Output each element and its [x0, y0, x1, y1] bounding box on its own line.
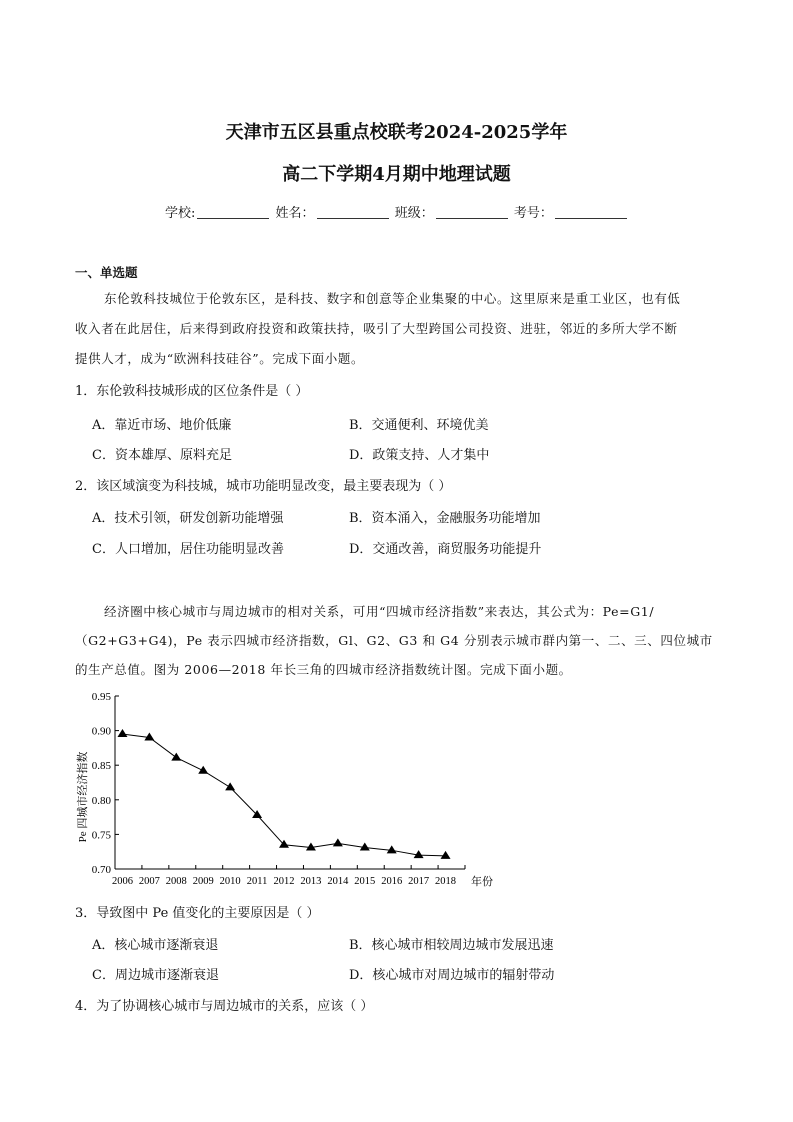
- q3-option-a[interactable]: A．核心城市逐渐衰退: [92, 938, 219, 953]
- data-point-marker: [441, 851, 451, 859]
- y-tick-label: 0.90: [91, 725, 111, 738]
- q1-option-c[interactable]: C．资本雄厚、原料充足: [92, 448, 232, 463]
- q3-stem: 3．导致图中 Pe 值变化的主要原因是（ ）: [75, 906, 320, 921]
- q4-stem: 4．为了协调核心城市与周边城市的关系，应该（ ）: [75, 999, 374, 1014]
- passage2-line: 经济圈中核心城市与周边城市的相对关系，可用“四城市经济指数”来表达，其公式为：Pe=G1/: [104, 604, 655, 619]
- q2-stem: 2．该区域演变为科技城，城市功能明显改变，最主要表现为（ ）: [75, 479, 452, 494]
- q2-option-c[interactable]: C．人口增加，居住功能明显改善: [92, 542, 284, 557]
- x-tick-label: 2015: [354, 876, 376, 887]
- student-info: [165, 202, 629, 221]
- class-field[interactable]: [436, 218, 508, 219]
- q2-option-b[interactable]: B．资本涌入，金融服务功能增加: [349, 511, 541, 526]
- name-field[interactable]: [317, 218, 389, 219]
- x-tick-label: 2008: [165, 876, 187, 887]
- q1-option-a[interactable]: A．靠近市场、地价低廉: [92, 418, 232, 433]
- q1-stem: 1．东伦敦科技城形成的区位条件是（ ）: [75, 384, 309, 399]
- q3-option-c[interactable]: C．周边城市逐渐衰退: [92, 968, 219, 983]
- y-tick-label: 0.95: [91, 691, 111, 703]
- q2-option-a[interactable]: A．技术引领，研发创新功能增强: [92, 511, 284, 526]
- x-tick-label: 2010: [219, 876, 241, 887]
- x-tick-label: 2006: [111, 876, 133, 887]
- passage1-line: 东伦敦科技城位于伦敦东区，是科技、数字和创意等企业集聚的中心。这里原来是重工业区，也有低: [104, 291, 681, 306]
- exam-no-label: 考号：: [513, 206, 553, 221]
- x-tick-label: 2017: [408, 876, 430, 887]
- name-label: 姓名：: [275, 206, 315, 221]
- school-label: 学校:: [165, 206, 196, 221]
- x-tick-label: 2013: [300, 876, 322, 887]
- q3-option-d[interactable]: D．核心城市对周边城市的辐射带动: [349, 968, 555, 983]
- data-point-marker: [144, 733, 154, 741]
- x-tick-label: 2009: [192, 876, 214, 887]
- title-line-2: 高二下学期4月期中地理试题: [282, 164, 511, 185]
- data-point-marker: [225, 782, 235, 790]
- x-axis-label: 年份: [471, 876, 493, 888]
- x-tick-label: 2014: [327, 876, 349, 887]
- data-point-marker: [333, 838, 343, 846]
- data-point-marker: [171, 753, 181, 761]
- q1-option-d[interactable]: D．政策支持、人才集中: [349, 448, 490, 463]
- x-tick-label: 2007: [138, 876, 160, 887]
- data-point-marker: [198, 766, 208, 774]
- x-tick-label: 2016: [381, 876, 403, 887]
- x-tick-label: 2012: [273, 876, 295, 887]
- y-tick-label: 0.80: [91, 794, 111, 807]
- pe-series-line: [122, 734, 445, 856]
- section-heading: 一、单选题: [75, 265, 138, 280]
- q3-option-b[interactable]: B．核心城市相较周边城市发展迅速: [349, 938, 554, 953]
- title-line-1: 天津市五区县重点校联考2024-2025学年: [225, 122, 568, 143]
- x-tick-label: 2018: [435, 876, 457, 887]
- y-tick-label: 0.85: [91, 760, 111, 773]
- passage1-line: 收入者在此居住，后来得到政府投资和政策扶持，吸引了大型跨国公司投资、进驻，邻近的多所大学不断: [75, 321, 678, 336]
- exam-no-field[interactable]: [555, 218, 627, 219]
- y-tick-label: 0.70: [91, 864, 111, 876]
- passage1-line: 提供人才，成为“欧洲科技硅谷”。完成下面小题。: [75, 351, 365, 366]
- pe-index-chart: [60, 685, 510, 890]
- passage2-line: 的生产总值。图为 2006—2018 年长三角的四城市经济指数统计图。完成下面小题。: [75, 662, 572, 677]
- q2-option-d[interactable]: D．交通改善，商贸服务功能提升: [349, 542, 542, 557]
- x-tick-label: 2011: [246, 876, 268, 887]
- y-tick-label: 0.75: [91, 829, 111, 842]
- q1-option-b[interactable]: B．交通便利、环境优美: [349, 418, 489, 433]
- data-point-marker: [387, 845, 397, 853]
- y-axis-label: Pe 四城市经济指数: [77, 751, 89, 843]
- class-label: 班级：: [394, 206, 434, 221]
- school-field[interactable]: [197, 218, 269, 219]
- passage2-line: （G2+G3+G4)，Pe 表示四城市经济指数，Gl、G2、G3 和 G4 分别表示城市群内第一、二、三、四位城市: [75, 633, 713, 648]
